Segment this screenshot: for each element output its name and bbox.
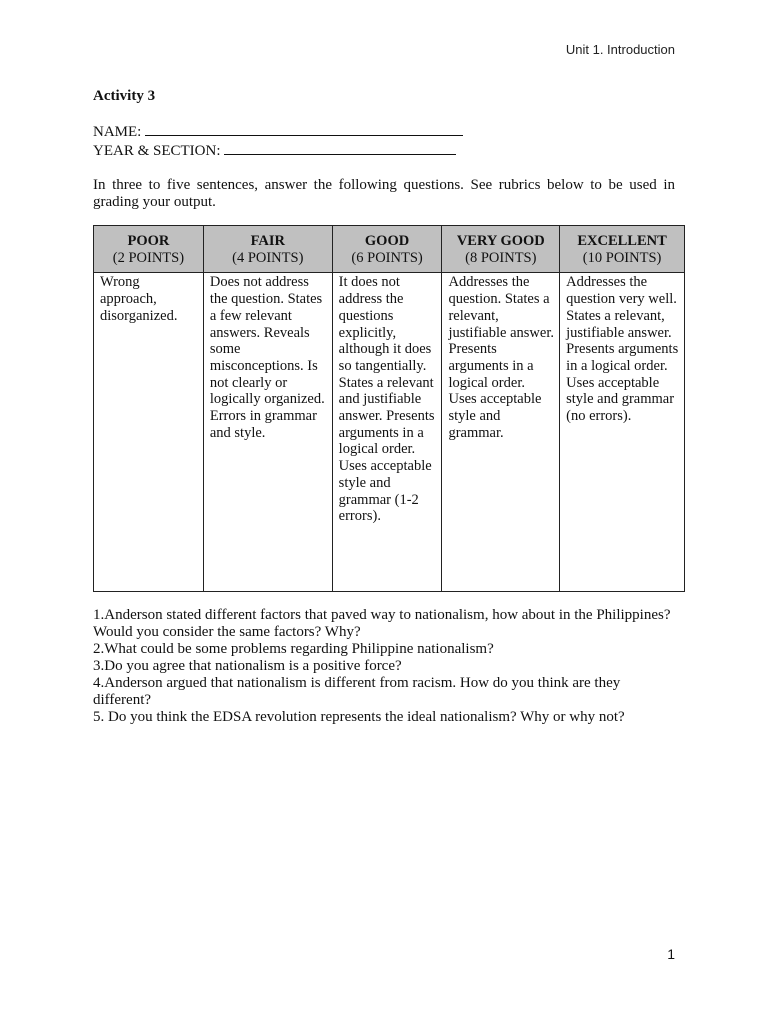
rubric-level: VERY GOOD xyxy=(456,233,545,249)
page-number: 1 xyxy=(667,946,675,962)
activity-title: Activity 3 xyxy=(93,88,156,104)
question-item: 4.Anderson argued that nationalism is different from racism. How do you think are they different? xyxy=(93,675,621,709)
rubric-header-very-good xyxy=(442,226,560,273)
rubric-table xyxy=(93,225,685,592)
year-section-blank-line xyxy=(224,141,456,155)
rubric-header-excellent xyxy=(560,226,685,273)
question-item: 3.Do you agree that nationalism is a positive force? xyxy=(93,658,402,675)
year-section-field xyxy=(93,141,675,160)
rubric-description-very-good: Addresses the question. States a relevant, justifiable answer. Presents arguments in a logical order. Uses acceptable style and grammar. xyxy=(442,273,560,592)
instructions: In three to five sentences, answer the following questions. See rubrics below to be used in grading your output. xyxy=(93,177,675,210)
name-field xyxy=(93,122,675,141)
question-item: 2.What could be some problems regarding Philippine nationalism? xyxy=(93,641,494,658)
rubric-points: (2 POINTS) xyxy=(112,249,185,266)
rubric-description-good: It does not address the questions explicitly, although it does so tangentially. States a relevant and justifiable answer. Presents arguments in a logical order. Uses acceptable style and grammar (1-2 errors). xyxy=(332,273,442,592)
rubric-description-excellent: Addresses the question very well. States a relevant, justifiable answer. Presents arguments in a logical order. Uses acceptable style and grammar (no errors). xyxy=(560,273,685,592)
year-section-label: YEAR & SECTION: xyxy=(93,143,221,159)
rubric-points: (4 POINTS) xyxy=(232,249,304,266)
question-item: 1.Anderson stated different factors that paved way to nationalism, how about in the Philippines? Would you consider the same factors? Why? xyxy=(93,607,671,641)
name-label: NAME: xyxy=(93,124,142,140)
rubric-points: (6 POINTS) xyxy=(351,249,423,266)
unit-header: Unit 1. Introduction xyxy=(565,42,675,57)
rubric-level: FAIR xyxy=(250,233,285,249)
rubric-header-row xyxy=(94,226,685,273)
rubric-points: (10 POINTS) xyxy=(582,249,662,266)
rubric-header-poor xyxy=(94,226,204,273)
rubric-header-good xyxy=(332,226,442,273)
question-item: 5. Do you think the EDSA revolution represents the ideal nationalism? Why or why not? xyxy=(93,709,625,726)
rubric-points: (8 POINTS) xyxy=(465,249,537,266)
rubric-description-fair: Does not address the question. States a few relevant answers. Reveals some misconceptions. Is not clearly or logically organized. Errors in grammar and style. xyxy=(203,273,332,592)
rubric-description-row xyxy=(94,273,685,592)
rubric-level: GOOD xyxy=(364,233,410,249)
document-body xyxy=(93,88,679,726)
name-blank-line xyxy=(145,122,463,136)
rubric-level: EXCELLENT xyxy=(577,233,667,249)
rubric-header-fair xyxy=(203,226,332,273)
questions-list xyxy=(93,607,675,726)
rubric-level: POOR xyxy=(127,233,170,249)
rubric-description-poor: Wrong approach, disorganized. xyxy=(94,273,204,592)
